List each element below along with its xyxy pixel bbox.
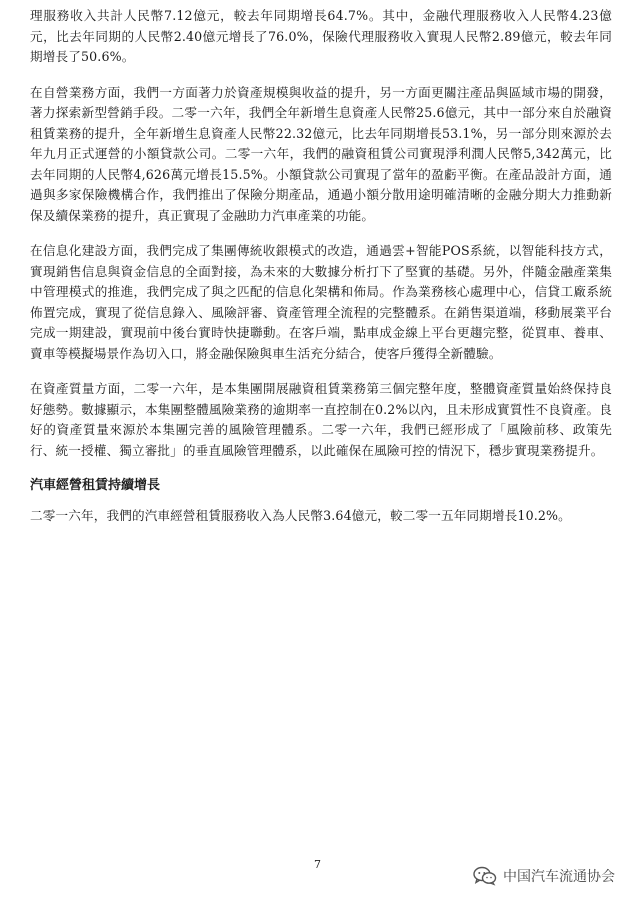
- document-body: [30, 6, 612, 542]
- paragraph-asset-quality: 在資產質量方面，二零一六年，是本集團開展融資租賃業務第三個完整年度，整體資產質量始終保持良好態勢。數據顯示，本集團整體風險業務的逾期率一直控制在0.2%以內，且未形成實質性不良資產。良好的資產質量來源於本集團完善的風險管理體系。二零一六年，我們已經形成了「風險前移、政策先行、統一授權、獨立審批」的垂直風險管理體系，以此確保在風險可控的情況下，穩步實現業務提升。: [30, 381, 612, 458]
- paragraph-self-operated-business: 在自營業務方面，我們一方面著力於資產規模與收益的提升，另一方面更關注產品與區域市場的開發，著力探索新型營銷手段。二零一六年，我們全年新增生息資產人民幣25.6億元，其中一部分來自於融資租賃業務的提升，全年新增生息資產人民幣22.32億元，比去年同期增長53.1%，另一部分則來源於去年九月正式運營的小額貸款公司。二零一六年，我們的融資租賃公司實現淨利潤人民幣5,342萬元，比去年同期的人民幣4,626萬元增長15.5%。小額貸款公司實現了當年的盈虧平衡。在產品設計方面，通過與多家保險機構合作，我們推出了保險分期產品，通過小額分散用途明確清晰的金融分期大力推動新保及續保業務的提升，真正實現了金融助力汽車產業的功能。: [30, 84, 612, 223]
- paragraph-leasing-income: 二零一六年，我們的汽車經營租賃服務收入為人民幣3.64億元，較二零一五年同期增長10.2%。: [30, 508, 571, 523]
- page-number: 7: [314, 858, 321, 871]
- watermark-text: 中国汽车流通协会: [503, 869, 615, 885]
- paragraph-service-income: 理服務收入共計人民幣7.12億元，較去年同期增長64.7%。其中，金融代理服務收入人民幣4.23億元，比去年同期的人民幣2.40億元增長了76.0%，保險代理服務收入實現人民幣2.89億元，較去年同期增長了50.6%。: [30, 8, 612, 64]
- wechat-icon: [473, 866, 497, 886]
- paragraph-informatization: 在信息化建設方面，我們完成了集團傳統收銀模式的改造，通過雲+智能POS系統，以智能科技方式，實現銷售信息與資金信息的全面對接，為未來的大數據分析打下了堅實的基礎。另外，伴隨金融產業集中管理模式的推進，我們完成了與之匹配的信息化架構和佈局。作為業務核心處理中心，信貸工廠系統佈置完成，實現了從信息錄入、風險評審、資產管理全流程的完整體系。在銷售渠道端，移動展業平台完成一期建設，實現前中後台實時快捷聯動。在客戶端，點車成金線上平台更趨完整，從買車、養車、賣車等模擬場景作為切入口，將金融保險與車生活充分結合，使客戶獲得全新體驗。: [30, 243, 612, 361]
- section-heading: 汽車經營租賃持續增長: [30, 478, 161, 493]
- watermark: [473, 866, 615, 886]
